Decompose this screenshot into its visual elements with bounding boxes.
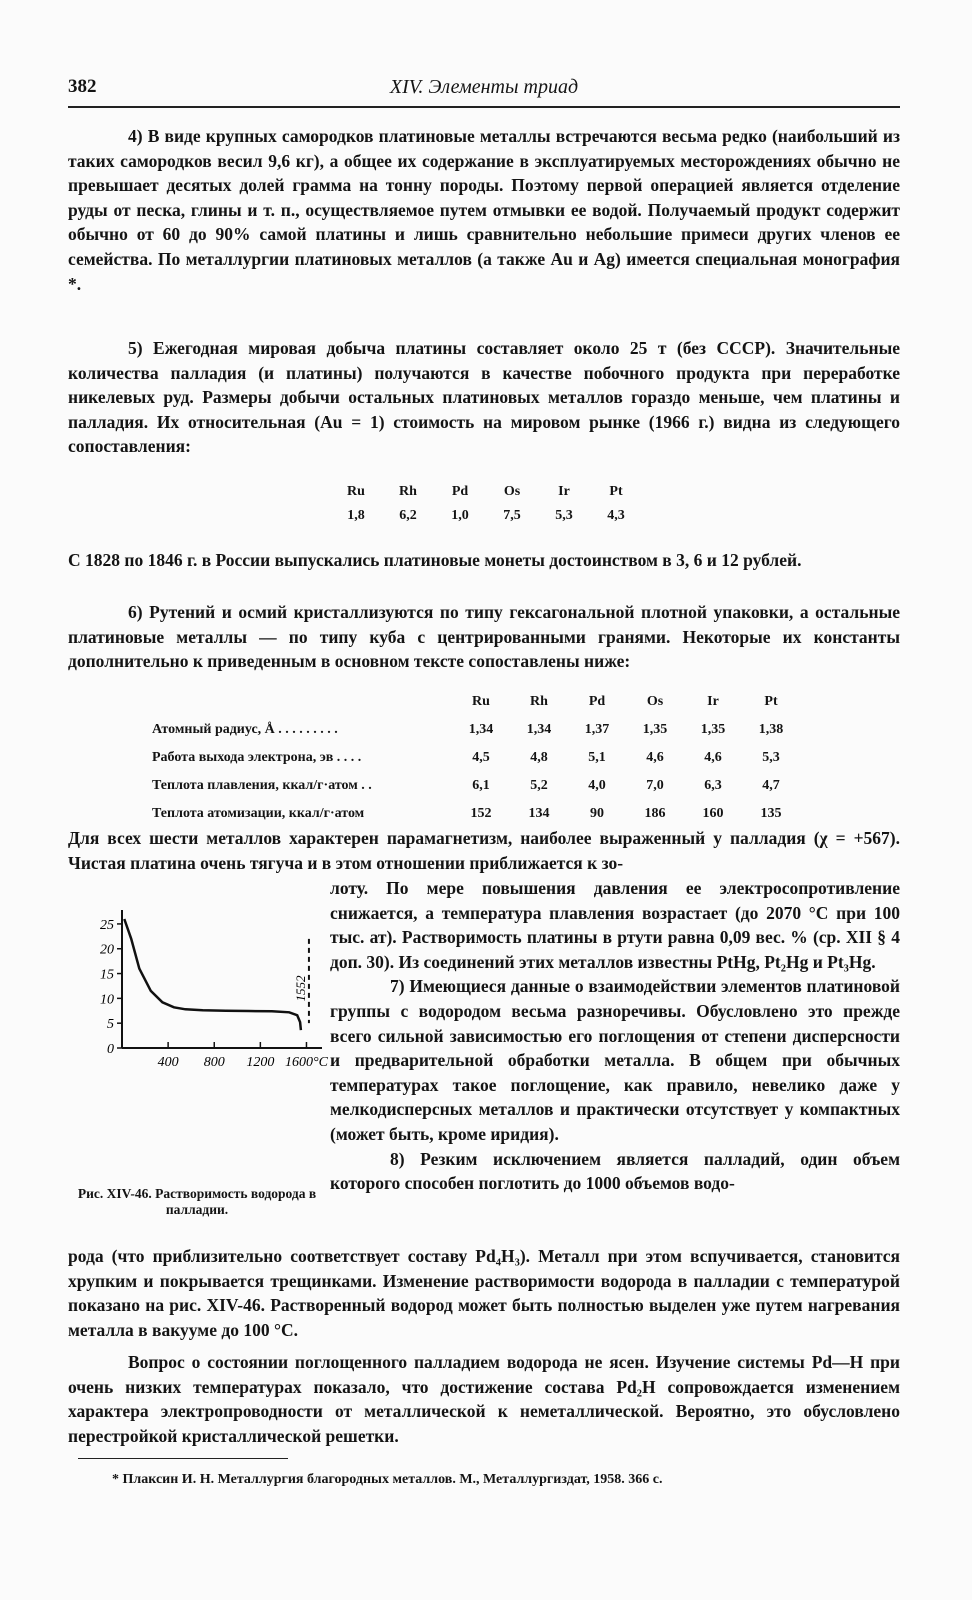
melting-point-label: 1552 — [292, 975, 308, 1002]
table-cell: 1,35 — [642, 722, 668, 737]
table-cell: 4,5 — [472, 750, 490, 765]
paragraph-9 — [68, 1350, 900, 1448]
table-cell: 160 — [702, 806, 724, 821]
prices-value-cell: 5,3 — [555, 508, 573, 523]
prices-header-row — [330, 480, 642, 504]
coins-text: С 1828 по 1846 г. в России выпускались платиновые монеты достоинством в 3, 6 и 12 рублей. — [68, 550, 802, 570]
x-tick-label: 1600°C — [285, 1055, 328, 1070]
y-tick-label: 25 — [100, 917, 114, 933]
constants-header-cell: Ir — [707, 694, 719, 709]
y-tick-label: 15 — [100, 967, 114, 983]
table-cell: 1,34 — [526, 722, 552, 737]
table-cell: 1,37 — [584, 722, 610, 737]
table-cell: 4,6 — [704, 750, 722, 765]
paragraph-8-lead-text: 8) Резким исключением является палладий, один объем которого способен поглотить до 1000 объемов водо- — [330, 1148, 900, 1194]
paragraph-8-text: рода (что приблизительно соответствует составу Pd₄H₃). Металл при этом вспучивается, становится хрупким и покрывается трещинками. Изменение растворимости водорода в палладии с температурой показано на рис. XIV-46. Растворенный водород может быть полностью выделен уже путем нагревания металла в вакууме до 100 °С. — [68, 1246, 900, 1340]
solubility-chart — [76, 898, 332, 1098]
table-row — [152, 772, 800, 800]
page-header — [68, 76, 900, 106]
prices-value-cell: 1,8 — [347, 508, 365, 523]
running-title: XIV. Элементы триад — [389, 76, 579, 98]
row-label: Теплота плавления, ккал/г·атом . . — [152, 778, 372, 793]
constants-header-row — [152, 688, 800, 716]
table-cell: 4,7 — [762, 778, 780, 793]
table-cell: 4,8 — [530, 750, 548, 765]
paragraph-8-continued — [68, 1244, 900, 1342]
y-tick-label: 10 — [100, 992, 114, 1008]
row-label: Атомный радиус, Å . . . . . . . . . — [152, 722, 338, 737]
table-cell: 5,3 — [762, 750, 780, 765]
table-cell: 152 — [470, 806, 492, 821]
table-cell: 4,6 — [646, 750, 664, 765]
prices-header-cell: Os — [503, 484, 521, 499]
prices-header-cell: Rh — [399, 484, 417, 499]
y-tick-label: 5 — [107, 1017, 114, 1033]
paragraph-4-text: 4) В виде крупных самородков платиновые металлы встречаются весьма редко (наибольший из таких самородков весил 9,6 кг), а общее их содержание в эксплуатируемых месторождениях обычно не превышает десятых долей грамма на тонну породы. Поэтому первой операцией является отделение руды от песка, глины и т. п., осуществляемое путем отмывки ее водой. Получаемый продукт содержит обычно от 60 до 90% самой платины и лишь сравнительно небольшие примеси других членов ее семейства. По металлургии платиновых металлов (а также Au и Ag) имеется специальная монография *. — [68, 126, 900, 294]
header-rule — [68, 106, 900, 108]
table-cell: 5,1 — [588, 750, 606, 765]
y-tick-label: 20 — [100, 942, 114, 958]
table-cell: 4,0 — [588, 778, 606, 793]
paragraph-5-text: 5) Ежегодная мировая добыча платины составляет около 25 т (без СССР). Значительные количества палладия (и платины) получаются в качестве побочного продукта при переработке никелевых руд. Размеры добычи остальных платиновых металлов гораздо меньше, чем платины и палладия. Их относительная (Au = 1) стоимость на мировом рынке (1966 г.) видна из следующего сопоставления: — [68, 338, 900, 457]
prices-table — [330, 480, 642, 528]
page-number: 382 — [68, 76, 97, 97]
constants-header-cell: Pt — [764, 694, 778, 709]
table-cell: 90 — [590, 806, 604, 821]
paragraph-7-text: 7) Имеющиеся данные о взаимодействии элементов платиновой группы с водородом весьма разноречивы. Обусловлено это прежде всего сильной зависимостью его поглощения от степени дисперсности и предварительной обработки металла. В общем при обычных температурах такое поглощение, как правило, невелико даже у мелкодисперсных металлов и практически отсутствует у компактных (может быть, кроме иридия). — [330, 976, 900, 1144]
table-cell: 6,1 — [472, 778, 490, 793]
x-tick-label: 400 — [157, 1055, 179, 1070]
table-cell: 6,3 — [704, 778, 722, 793]
prices-value-row — [330, 504, 642, 528]
platinum-properties-text: лоту. По мере повышения давления ее электросопротивление снижается, а температура плавления возрастает (до 2070 °С при 100 тыс. ат). Растворимость платины в ртути равна 0,09 вес. % (ср. XII § 4 доп. 30). Из соединений этих металлов известны PtHg, Pt₂Hg и Pt₃Hg. — [330, 878, 900, 972]
row-label: Работа выхода электрона, эв . . . . — [152, 750, 362, 765]
table-cell: 135 — [760, 806, 782, 821]
solubility-curve — [124, 919, 301, 1030]
coins-paragraph — [68, 548, 900, 573]
constants-table — [152, 688, 800, 828]
footnote: * Плаксин И. Н. Металлургия благородных металлов. М., Металлургиздат, 1958. 366 с. — [112, 1472, 663, 1487]
row-label: Теплота атомизации, ккал/г·атом — [152, 806, 365, 821]
paramagnetism-lead-text: Для всех шести металлов характерен парамагнетизм, наиболее выраженный у палладия (χ = +567). Чистая платина очень тягуча и в этом отношении приближается к зо- — [68, 828, 900, 873]
paragraph-6-text: 6) Рутений и осмий кристаллизуются по типу гексагональной плотной упаковки, а остальные платиновые металлы — по типу куба с центрированными гранями. Некоторые их константы дополнительно к приведенным в основном тексте сопоставлены ниже: — [68, 602, 900, 672]
hydrogen-solubility-figure — [76, 898, 332, 1098]
table-cell: 1,35 — [700, 722, 726, 737]
footnote-rule — [78, 1458, 288, 1459]
paragraph-9-text: Вопрос о состоянии поглощенного палладием водорода не ясен. Изучение системы Pd—H при очень низких температурах показало, что достижение состава Pd₂H сопровождается изменением характера электропроводности от металлической к неметаллической. Вероятно, это обусловлено перестройкой кристаллической решетки. — [68, 1352, 900, 1446]
table-cell: 186 — [644, 806, 666, 821]
prices-value-cell: 4,3 — [607, 508, 625, 523]
prices-header-cell: Pt — [609, 484, 623, 499]
prices-header-cell: Pd — [451, 484, 469, 499]
table-cell: 1,34 — [468, 722, 494, 737]
prices-value-cell: 7,5 — [503, 508, 521, 523]
table-row — [152, 744, 800, 772]
figure-caption: Рис. XIV-46. Растворимость водорода в палладии. — [77, 1186, 317, 1217]
constants-header-cell: Os — [646, 694, 664, 709]
x-tick-label: 1200 — [246, 1055, 275, 1070]
paramagnetism-paragraph — [68, 826, 900, 875]
table-cell: 7,0 — [646, 778, 664, 793]
table-row — [152, 716, 800, 744]
y-tick-label: 0 — [107, 1042, 114, 1057]
prices-value-cell: 6,2 — [399, 508, 417, 523]
paragraph-4 — [68, 124, 900, 296]
prices-value-cell: 1,0 — [451, 508, 469, 523]
constants-header-cell: Pd — [588, 694, 606, 709]
x-tick-label: 800 — [203, 1055, 225, 1070]
table-cell: 1,38 — [758, 722, 784, 737]
table-cell: 134 — [528, 806, 550, 821]
table-row — [152, 800, 800, 828]
constants-header-cell: Rh — [530, 694, 548, 709]
constants-header-cell: Ru — [472, 694, 490, 709]
paragraph-5 — [68, 336, 900, 459]
prices-header-cell: Ir — [558, 484, 570, 499]
prices-header-cell: Ru — [347, 484, 365, 499]
paragraph-6 — [68, 600, 900, 674]
wrapped-text-column — [330, 876, 900, 1196]
table-cell: 5,2 — [530, 778, 548, 793]
